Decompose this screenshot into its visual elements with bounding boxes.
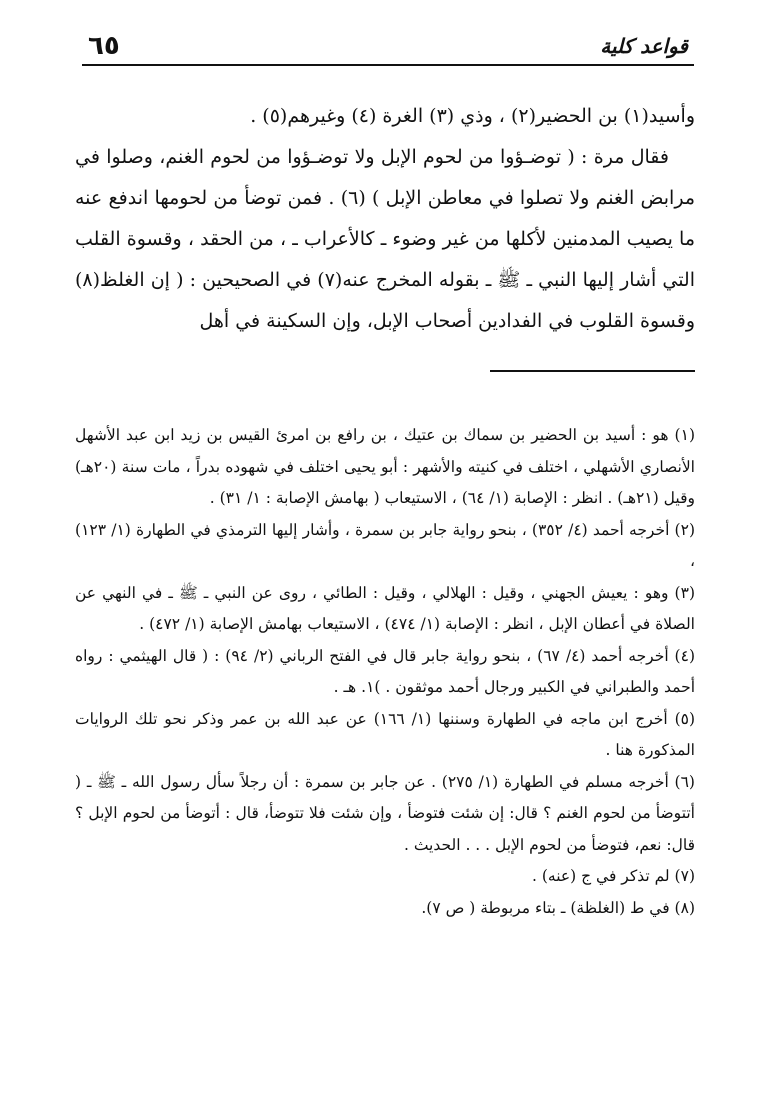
running-title: قواعد كلية (600, 34, 688, 58)
footnote-2: (٢) أخرجه أحمد (٤/ ٣٥٢) ، بنحو رواية جابر بن سمرة ، وأشار إليها الترمذي في الطهارة (١/ ١٢٣) ، (75, 520, 695, 570)
footnote-1: (١) هو : أسيد بن الحضير بن سماك بن عتيك ، بن رافع بن امرئ القيس بن زيد ابن عبد الأشهل الأنصاري الأشهلي ، اختلف في كنيته والأشهر : أبو يحيى اختلف في شهوده بدراً ، مات سنة (٢٠هـ) وقيل (٢١هـ) . انظر : الإصابة (١/ ٦٤) ، الاستيعاب ( بهامش الإصابة : ١/ ٣١) . (75, 426, 695, 507)
footnote-4: (٤) أخرجه أحمد (٤/ ٦٧) ، بنحو رواية جابر قال في الفتح الرباني (٢/ ٩٤) : ( قال الهيثمي : رواه أحمد والطبراني في الكبير ورجال أحمد موثقون . )١. هـ . (75, 646, 695, 696)
main-text (75, 96, 695, 342)
body-paragraph: فقال مرة : ( توضـؤوا من لحوم الإبل ولا توضـؤوا من لحوم الغنم، وصلوا في مرابض الغنم ولا تصلوا في معاطن الإبل ) (٦) . فمن توضأ من لحومها اندفع عنه ما يصيب المدمنين لأكلها من غير وضوء ـ كالأعراب ـ ، من الحقد ، وقسوة القلب التي أشار إليها النبي ـ ﷺ ـ بقوله المخرج عنه(٧) في الصحيحين : ( إن الغلظ(٨) وقسوة القلوب في الفدادين أصحاب الإبل، وإن السكينة في أهل (75, 146, 696, 332)
footnote-6: (٦) أخرجه مسلم في الطهارة (١/ ٢٧٥) . عن جابر بن سمرة : أن رجلاً سأل رسول الله ـ ﷺ ـ ( أتتوضأ من لحوم الغنم ؟ قال: إن شئت فتوضأ ، وإن شئت فلا تتوضأ، قال : أتوضأ من لحوم الإبل ؟ قال: نعم، فتوضأ من لحوم الإبل . . . الحديث . (75, 772, 695, 854)
footnote-8: (٨) في ط (الغلظة) ـ بتاء مربوطة ( ص ٧). (421, 898, 695, 917)
header-rule (82, 64, 694, 66)
body-paragraph: وأسيد(١) بن الحضير(٢) ، وذي (٣) الغرة (٤) وغيرهم(٥) . (250, 105, 695, 127)
footnotes (75, 420, 695, 924)
footnote-5: (٥) أخرج ابن ماجه في الطهارة وسننها (١/ ١٦٦) عن عبد الله بن عمر وذكر نحو تلك الروايات المذكورة هنا . (75, 709, 696, 759)
page-header (88, 30, 688, 60)
footnote-3: (٣) وهو : يعيش الجهني ، وقيل : الهلالي ، وقيل : الطائي ، روى عن النبي ـ ﷺ ـ في النهي عن الصلاة في أعطان الإبل ، انظر : الإصابة (١/ ٤٧٤) ، الاستيعاب بهامش الإصابة (١/ ٤٧٢) . (75, 583, 695, 633)
page-number: ٦٥ (88, 31, 120, 61)
footnote-separator (490, 370, 695, 372)
footnote-7: (٧) لم تذكر في ج (عنه) . (531, 867, 695, 885)
